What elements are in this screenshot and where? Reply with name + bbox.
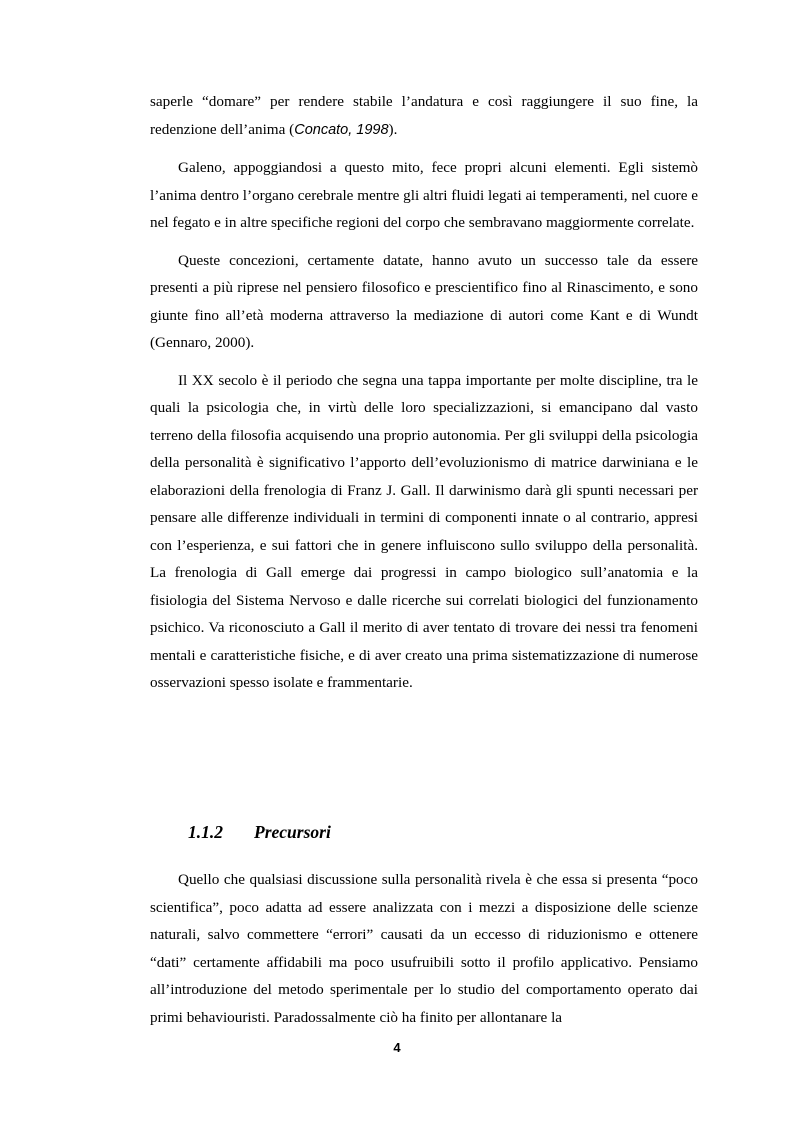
page-body (150, 88, 698, 697)
paragraph-1-end: ). (388, 120, 398, 138)
paragraph-2: Galeno, appoggiandosi a questo mito, fece propri alcuni elementi. Egli sistemò l’anima dentro l’organo cerebrale mentre gli altri fluidi legati ai temperamenti, nel cuore e nel fegato e in altre specifiche regioni del corpo che sembravano maggiormente correlate. (150, 159, 698, 231)
citation-concato: Concato, 1998 (294, 121, 389, 138)
section-title: Precursori (254, 822, 331, 842)
paragraph-4: Il XX secolo è il periodo che segna una tappa importante per molte discipline, tra le quali la psicologia che, in virtù delle loro specializzazioni, si emancipano dal vasto terreno della filosofia acquisendo una proprio autonomia. Per gli sviluppi della psicologia della personalità è significativo l’apporto dell’evoluzionismo di matrice darwiniana e le elaborazioni della frenologia di Franz J. Gall. Il darwinismo darà gli spunti necessari per pensare alle differenze individuali in termini di componenti innate o al contrario, appresi con l’esperienza, e sui fattori che in genere influiscono sullo sviluppo della personalità. La frenologia di Gall emerge dai progressi in campo biologico sull’anatomia e la fisiologia del Sistema Nervoso e dalle ricerche sui correlati biologici del funzionamento psichico. Va riconosciuto a Gall il merito di aver tentato di trovare dei nessi tra fenomeni mentali e caratteristiche fisiche, e di aver creato una prima sistematizzazione di numerose osservazioni spesso isolate e frammentarie. (150, 371, 698, 691)
section-paragraph-1: Quello che qualsiasi discussione sulla personalità rivela è che essa si presenta “poco scientifica”, poco adatta ad essere analizzata con i mezzi a disposizione delle scienze naturali, salvo commettere “errori” causati da un eccesso di riduzionismo e ottenere “dati” certamente affidabili ma poco usufruibili sotto il profilo applicativo. Pensiamo all’introduzione del metodo sperimentale per lo studio del comportamento operato dai primi behaviouristi. Paradossalmente ciò ha finito per allontanare la (150, 871, 698, 1026)
section-body (150, 866, 698, 1031)
paragraph-3: Queste concezioni, certamente datate, hanno avuto un successo tale da essere presenti a più riprese nel pensiero filosofico e prescientifico fino al Rinascimento, e sono giunte fino all’età moderna attraverso la mediazione di autori come Kant e di Wundt (Gennaro, 2000). (150, 251, 698, 351)
paragraph-1 (150, 88, 698, 144)
section-heading (188, 822, 331, 843)
paragraph-1-text: saperle “domare” per rendere stabile l’andatura e così raggiungere il suo fine, la redenzione dell’anima ( (150, 93, 698, 138)
section-number: 1.1.2 (188, 822, 223, 842)
page-number: 4 (393, 1040, 401, 1055)
